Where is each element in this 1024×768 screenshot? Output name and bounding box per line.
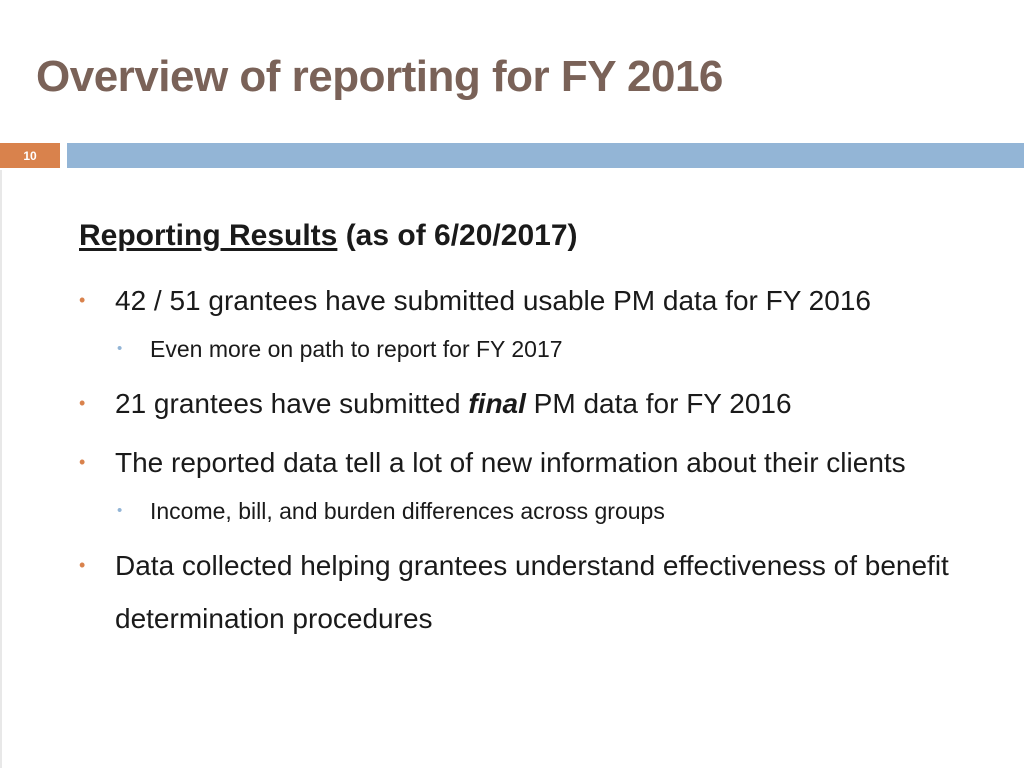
page-number-badge: [0, 143, 60, 168]
page-number: 10: [23, 148, 37, 163]
bullet-dot-icon: •: [79, 393, 86, 413]
section-heading: [79, 212, 979, 260]
sub-bullet-dot-icon: •: [117, 340, 123, 357]
header-accent-bar: [67, 143, 1024, 168]
bullet-text-after: PM data for FY 2016: [525, 388, 792, 419]
section-heading-underlined: Reporting Results: [79, 219, 338, 252]
bullet-text: 42 / 51 grantees have submitted usable PM data for FY 2016: [115, 285, 871, 316]
bullet-text: The reported data tell a lot of new information about their clients: [115, 447, 906, 478]
bullet-dot-icon: •: [79, 555, 86, 575]
bullet-item: [79, 274, 955, 327]
slide-title: Overview of reporting for FY 2016: [36, 52, 723, 101]
sub-bullet-item: [79, 489, 979, 533]
bullet-item: [79, 539, 955, 645]
slide-body: [79, 212, 979, 645]
bullet-text: Data collected helping grantees understand effectiveness of benefit determination procedures: [115, 550, 949, 634]
bullet-text-emphasis: final: [468, 388, 526, 419]
bullet-dot-icon: •: [79, 290, 86, 310]
bullet-item: [79, 377, 955, 430]
sub-bullet-dot-icon: •: [117, 502, 123, 519]
bullet-dot-icon: •: [79, 452, 86, 472]
left-margin-rule: [0, 170, 2, 768]
section-heading-date: (as of 6/20/2017): [337, 219, 578, 252]
sub-bullet-item: [79, 327, 979, 371]
bullet-item: [79, 436, 955, 489]
sub-bullet-text: Income, bill, and burden differences across groups: [150, 498, 665, 524]
bullet-text-before: 21 grantees have submitted: [115, 388, 469, 419]
sub-bullet-text: Even more on path to report for FY 2017: [150, 336, 563, 362]
